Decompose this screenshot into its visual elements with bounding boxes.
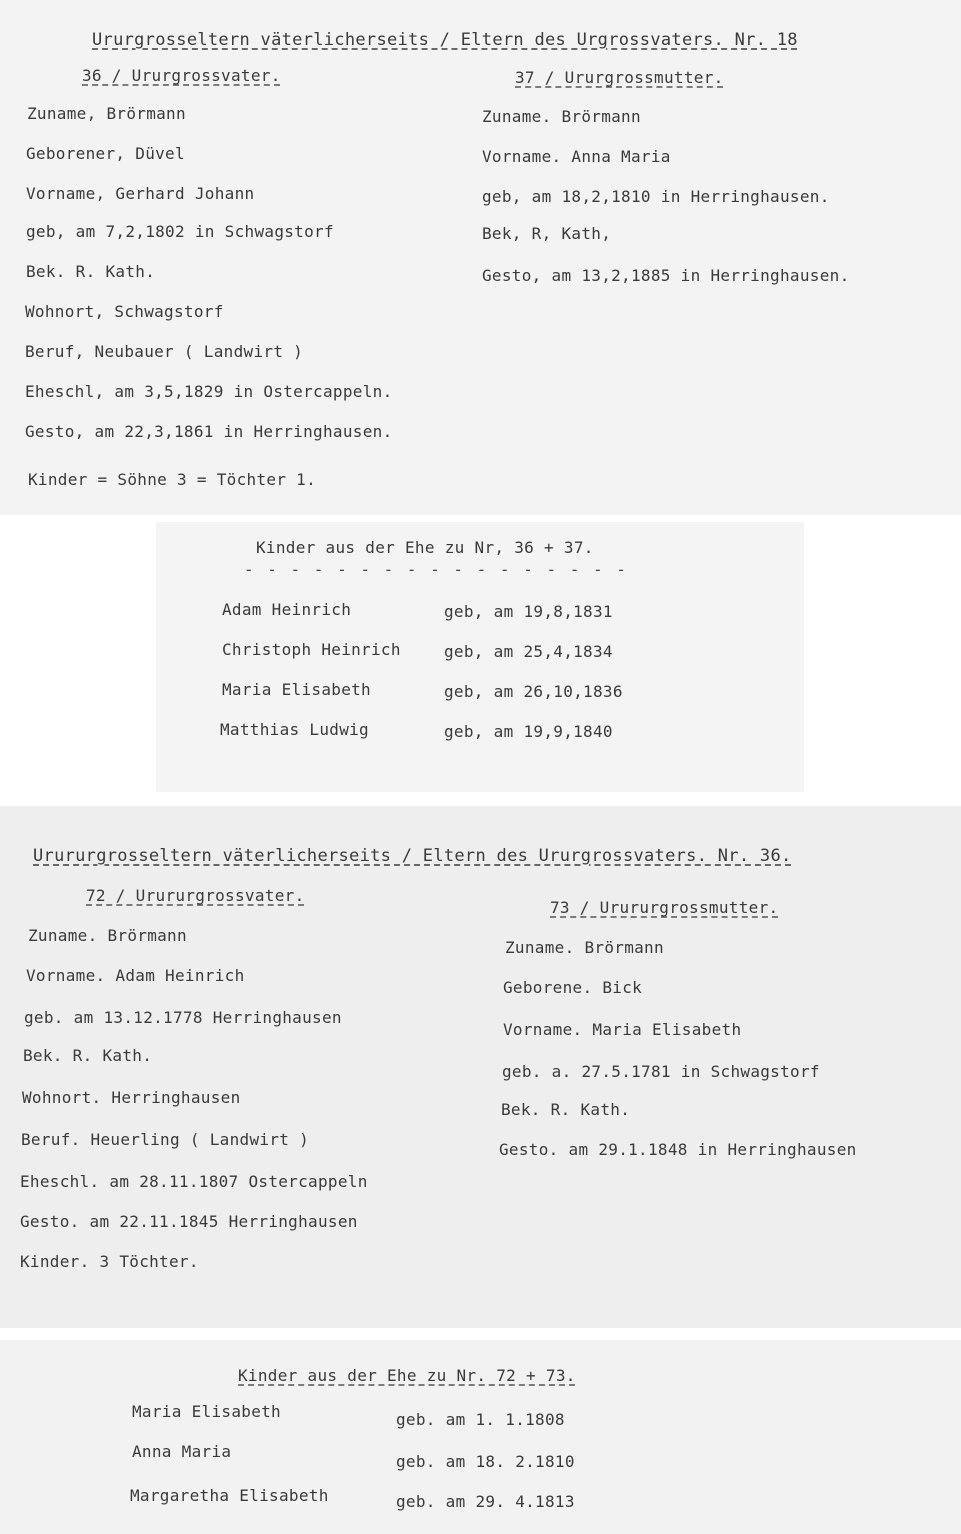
underline-dashes: - - - - - - - - - - - - - - - - - — [244, 560, 628, 579]
child-birth: geb. am 18. 2.1810 — [396, 1452, 575, 1471]
child-name: Christoph Heinrich — [222, 640, 401, 659]
child-birth: geb, am 26,10,1836 — [444, 682, 623, 701]
record-card-urururgrosseltern — [0, 806, 961, 1328]
children-summary: Kinder. 3 Töchter. — [20, 1252, 199, 1271]
field-line: Gesto, am 13,2,1885 in Herringhausen. — [482, 266, 850, 285]
child-name: Maria Elisabeth — [222, 680, 371, 699]
field-line: Gesto. am 29.1.1848 in Herringhausen — [499, 1140, 857, 1159]
card-heading: Ururgrosseltern väterlicherseits / Eltern des Urgrossvaters. Nr. 18 — [92, 30, 798, 50]
record-card-ururgrosseltern — [0, 0, 961, 515]
field-line: Beruf, Neubauer ( Landwirt ) — [25, 342, 304, 361]
child-birth: geb, am 19,9,1840 — [444, 722, 613, 741]
children-card-36-37 — [156, 522, 804, 792]
children-heading: Kinder aus der Ehe zu Nr, 36 + 37. — [256, 538, 594, 557]
child-birth: geb, am 25,4,1834 — [444, 642, 613, 661]
field-line: Gesto. am 22.11.1845 Herringhausen — [20, 1212, 358, 1231]
field-line: Zuname. Brörmann — [482, 107, 641, 126]
field-line: geb, am 7,2,1802 in Schwagstorf — [26, 222, 334, 241]
field-line: Zuname, Brörmann — [27, 104, 186, 123]
field-line: Bek. R. Kath. — [26, 262, 156, 281]
grandfather-title: 36 / Ururgrossvater. — [82, 66, 281, 85]
field-line: Wohnort, Schwagstorf — [25, 302, 224, 321]
field-line: Vorname. Anna Maria — [482, 147, 671, 166]
field-line: Bek. R. Kath. — [501, 1100, 631, 1119]
child-birth: geb, am 19,8,1831 — [444, 602, 613, 621]
grandfather-title: 72 / Urururgrossvater. — [86, 886, 305, 905]
children-heading: Kinder aus der Ehe zu Nr. 72 + 73. — [238, 1366, 576, 1385]
grandmother-title: 73 / Urururgrossmutter. — [550, 898, 779, 917]
field-line: Gesto, am 22,3,1861 in Herringhausen. — [25, 422, 393, 441]
field-line: Bek, R, Kath, — [482, 224, 612, 243]
field-line: Eheschl, am 3,5,1829 in Ostercappeln. — [25, 382, 393, 401]
children-card-72-73 — [0, 1340, 961, 1534]
grandmother-title: 37 / Ururgrossmutter. — [515, 68, 724, 87]
child-name: Maria Elisabeth — [132, 1402, 281, 1421]
field-line: Bek. R. Kath. — [23, 1046, 153, 1065]
child-name: Matthias Ludwig — [220, 720, 369, 739]
field-line: Geborene. Bick — [503, 978, 643, 997]
card-heading: Urururgrosseltern väterlicherseits / Eltern des Ururgrossvaters. Nr. 36. — [33, 846, 792, 866]
field-line: geb, am 18,2,1810 in Herringhausen. — [482, 187, 830, 206]
field-line: Zuname. Brörmann — [28, 926, 187, 945]
field-line: Wohnort. Herringhausen — [22, 1088, 241, 1107]
child-name: Adam Heinrich — [222, 600, 352, 619]
field-line: Vorname, Gerhard Johann — [26, 184, 255, 203]
field-line: Beruf. Heuerling ( Landwirt ) — [21, 1130, 310, 1149]
field-line: Zuname. Brörmann — [505, 938, 664, 957]
field-line: Eheschl. am 28.11.1807 Ostercappeln — [20, 1172, 368, 1191]
child-name: Anna Maria — [132, 1442, 232, 1461]
children-summary: Kinder = Söhne 3 = Töchter 1. — [28, 470, 317, 489]
field-line: geb. am 13.12.1778 Herringhausen — [24, 1008, 342, 1027]
child-birth: geb. am 1. 1.1808 — [396, 1410, 565, 1429]
field-line: Vorname. Adam Heinrich — [26, 966, 245, 985]
field-line: Geborener, Düvel — [26, 144, 185, 163]
field-line: Vorname. Maria Elisabeth — [503, 1020, 742, 1039]
child-birth: geb. am 29. 4.1813 — [396, 1492, 575, 1511]
child-name: Margaretha Elisabeth — [130, 1486, 329, 1505]
field-line: geb. a. 27.5.1781 in Schwagstorf — [502, 1062, 820, 1081]
